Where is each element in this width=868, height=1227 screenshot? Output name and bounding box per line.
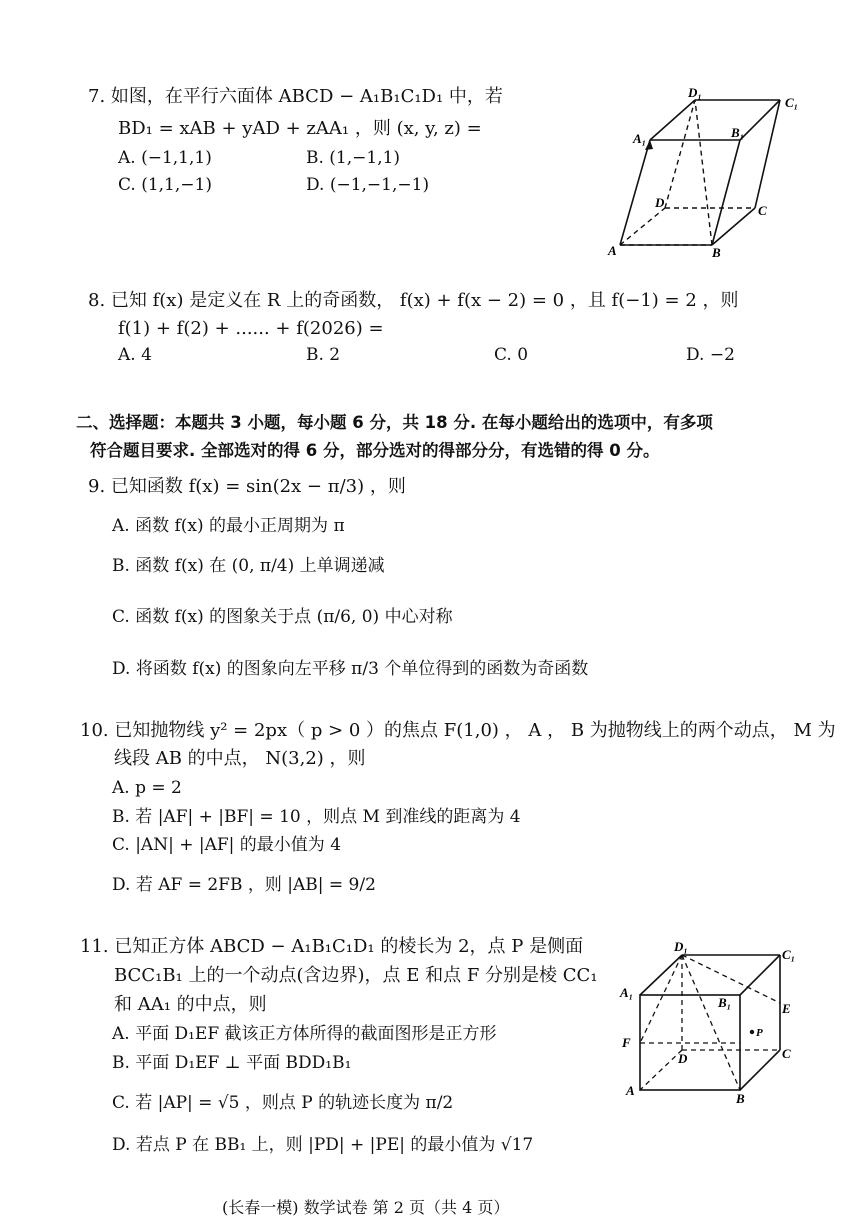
q10-option-b: B. 若 |AF| + |BF| = 10 ，则点 M 到准线的距离为 4	[112, 807, 521, 827]
q7-option-c: C. (1,1,−1)	[118, 175, 212, 195]
q8-stem: 8. 已知 f(x) 是定义在 R 上的奇函数， f(x) + f(x − 2) = 0 ，且 f(−1) = 2 ，则	[88, 290, 739, 311]
fig2-label-e: E	[782, 1001, 791, 1016]
q11-stem-line3: 和 AA₁ 的中点，则	[114, 994, 267, 1015]
q11-option-d: D. 若点 P 在 BB₁ 上，则 |PD| + |PE| 的最小值为 √17	[112, 1135, 534, 1155]
q10-option-a: A. p = 2	[112, 778, 182, 798]
q10-stem-line1: 10. 已知抛物线 y² = 2px（ p > 0 ）的焦点 F(1,0) ， A ， B 为抛物线上的两个动点， M 为	[80, 720, 836, 741]
fig1-label-d: D	[655, 195, 665, 210]
fig1-label-b1: B₁	[731, 125, 745, 140]
fig2-label-b1: B₁	[718, 995, 732, 1010]
q8-expr: f(1) + f(2) + ...... + f(2026) =	[118, 318, 384, 339]
fig2-label-d: D	[678, 1051, 688, 1066]
q11-stem-line2: BCC₁B₁ 上的一个动点(含边界)，点 E 和点 F 分别是棱 CC₁	[114, 965, 598, 986]
fig2-label-a: A	[626, 1083, 635, 1098]
q7-option-b: B. (1,−1,1)	[306, 148, 401, 168]
section2-line2: 符合题目要求. 全部选对的得 6 分，部分选对的得部分分，有选错的得 0 分。	[90, 441, 660, 460]
q8-option-c: C. 0	[494, 345, 529, 365]
q11-option-c: C. 若 |AP| = √5 ，则点 P 的轨迹长度为 π/2	[112, 1093, 454, 1113]
q9-option-d: D. 将函数 f(x) 的图象向左平移 π/3 个单位得到的函数为奇函数	[112, 659, 589, 679]
q8-option-d: D. −2	[686, 345, 735, 365]
fig1-label-a: A	[608, 243, 617, 258]
section2-line1: 二、选择题：本题共 3 小题，每小题 6 分，共 18 分. 在每小题给出的选项中，有多项	[76, 413, 713, 432]
cube-figure	[612, 935, 812, 1110]
parallelepiped-figure	[600, 85, 810, 265]
q9-stem: 9. 已知函数 f(x) = sin(2x − π/3) ，则	[88, 476, 406, 497]
q8-option-a: A. 4	[118, 345, 152, 365]
fig2-label-f: F	[622, 1035, 631, 1050]
fig1-label-a1: A₁	[633, 131, 647, 146]
q9-option-c: C. 函数 f(x) 的图象关于点 (π/6, 0) 中心对称	[112, 607, 453, 627]
fig2-label-c1: C₁	[782, 947, 796, 962]
fig2-label-d1: D₁	[674, 939, 688, 954]
q11-option-b: B. 平面 D₁EF ⊥ 平面 BDD₁B₁	[112, 1053, 352, 1073]
fig2-label-c: C	[782, 1046, 791, 1061]
q10-option-c: C. |AN| + |AF| 的最小值为 4	[112, 835, 342, 855]
fig1-label-c: C	[758, 203, 767, 218]
q7-option-a: A. (−1,1,1)	[118, 148, 212, 168]
fig1-label-d1: D₁	[688, 85, 702, 100]
q10-option-d: D. 若 AF = 2FB ，则 |AB| = 9/2	[112, 875, 376, 895]
q11-option-a: A. 平面 D₁EF 截该正方体所得的截面图形是正方形	[112, 1024, 497, 1044]
page-footer: (长春一模) 数学试卷 第 2 页（共 4 页）	[222, 1198, 510, 1217]
fig2-label-a1: A₁	[620, 985, 634, 1000]
q10-stem-line2: 线段 AB 的中点， N(3,2) ，则	[114, 748, 366, 769]
q11-stem-line1: 11. 已知正方体 ABCD − A₁B₁C₁D₁ 的棱长为 2，点 P 是侧面	[80, 936, 584, 957]
fig2-label-p: P	[756, 1027, 763, 1039]
fig2-label-b: B	[736, 1091, 745, 1106]
q8-option-b: B. 2	[306, 345, 341, 365]
point-p-dot	[750, 1030, 754, 1034]
q7-formula: BD₁ = xAB + yAD + zAA₁ ，则 (x, y, z) =	[118, 118, 482, 139]
q7-stem: 7. 如图，在平行六面体 ABCD − A₁B₁C₁D₁ 中，若	[88, 86, 503, 107]
q9-option-a: A. 函数 f(x) 的最小正周期为 π	[112, 516, 345, 536]
q7-option-d: D. (−1,−1,−1)	[306, 175, 430, 195]
fig1-label-b: B	[712, 245, 721, 260]
fig1-label-c1: C₁	[785, 95, 799, 110]
q9-option-b: B. 函数 f(x) 在 (0, π/4) 上单调递减	[112, 556, 385, 576]
